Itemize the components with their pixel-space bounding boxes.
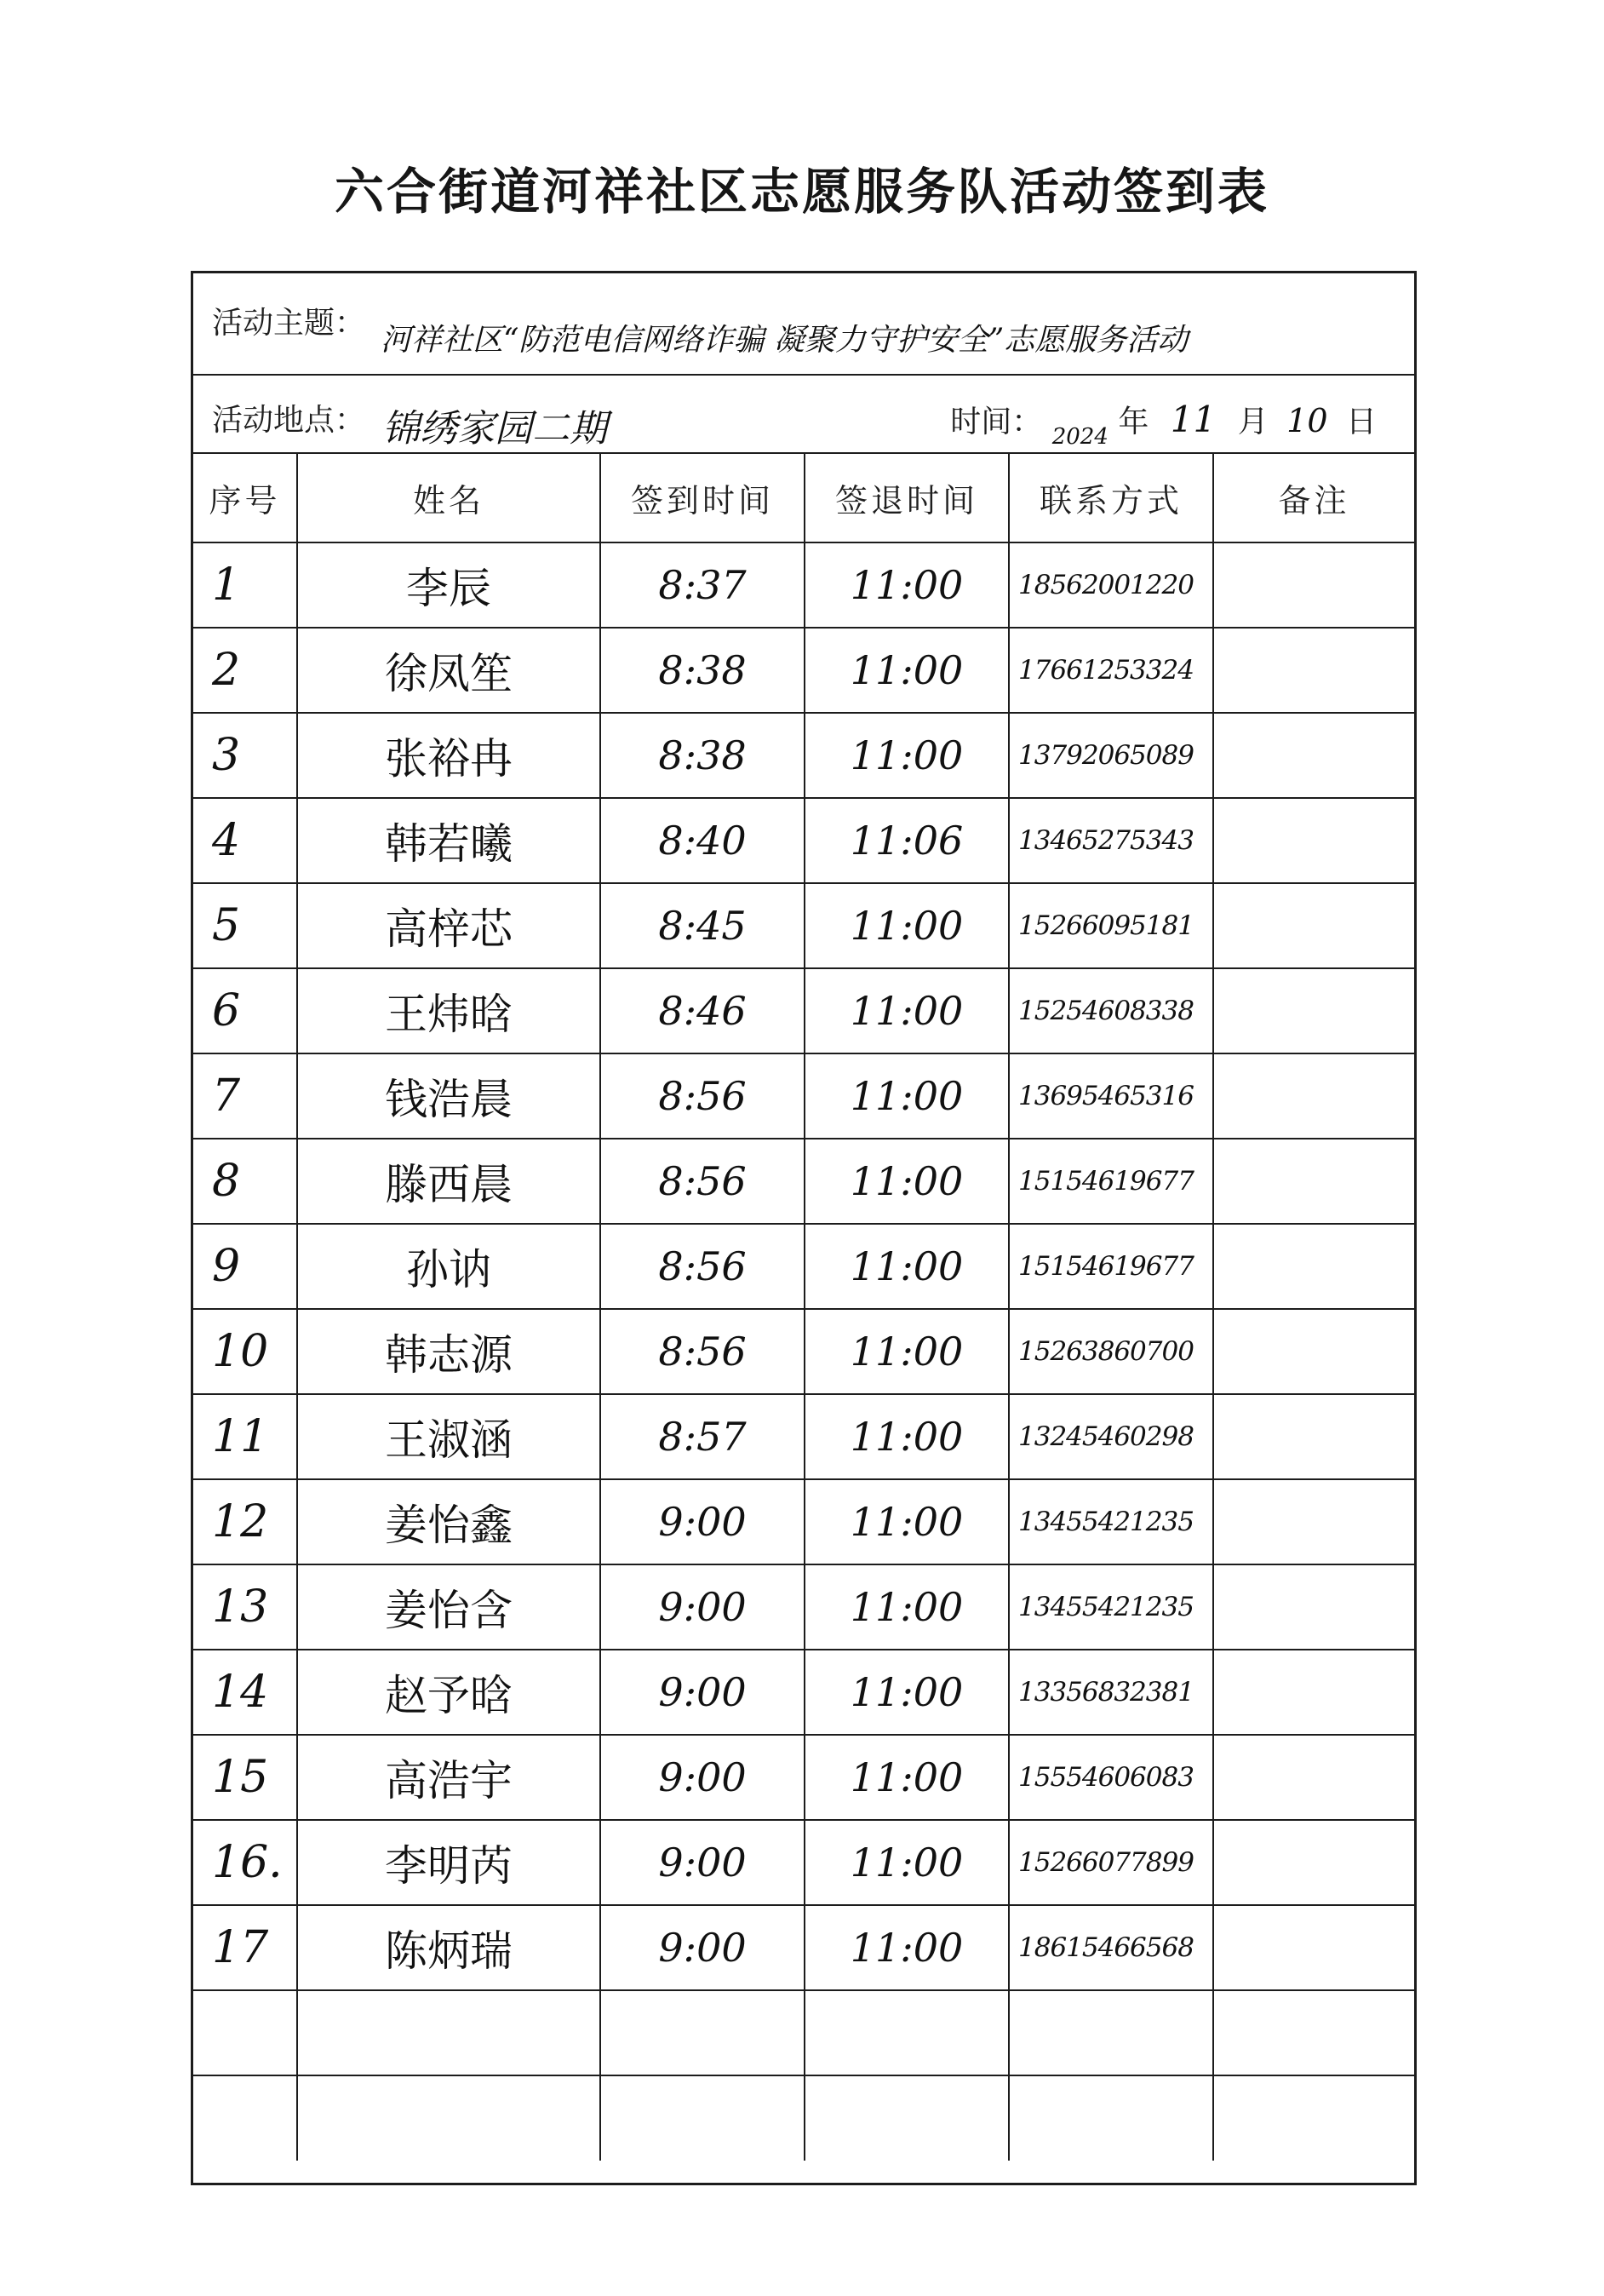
volunteer-name: 姜怡鑫 [297,1479,600,1564]
sign-out-time: 11:00 [805,1309,1009,1394]
remarks [1213,968,1414,1053]
sign-in-table [193,454,1414,2161]
sheet-title: 六合街道河祥社区志愿服务队活动签到表 [334,163,1269,221]
column-header-sign-in-time: 签到时间 [600,454,805,542]
remarks [1213,1139,1414,1224]
activity-location-value: 锦绣家园二期 [382,407,607,451]
table-row [193,1990,1414,2075]
activity-location-label: 活动地点： [212,403,366,438]
remarks [1213,1053,1414,1139]
contact-phone: 15266095181 [1009,883,1213,968]
table-row [193,1650,1414,1735]
contact-phone: 13792065089 [1009,713,1213,798]
column-header-sign-out-time: 签退时间 [805,454,1009,542]
table-row [193,2075,1414,2161]
sign-out-time: 11:00 [805,1394,1009,1479]
sign-in-time: 9:00 [600,1564,805,1650]
sign-out-time: 11:00 [805,713,1009,798]
volunteer-name: 钱浩晨 [297,1053,600,1139]
contact-phone: 18615466568 [1009,1905,1213,1990]
table-row [193,1224,1414,1309]
contact-phone: 15254608338 [1009,968,1213,1053]
sign-in-time: 9:00 [600,1479,805,1564]
volunteer-name: 王淑涵 [297,1394,600,1479]
remarks [1213,713,1414,798]
row-number: 6 [193,968,297,1053]
row-number: 16. [193,1820,297,1905]
remarks [1213,1820,1414,1905]
column-header-number: 序号 [193,454,297,542]
volunteer-name: 王炜晗 [297,968,600,1053]
table-row [193,1564,1414,1650]
contact-phone: 15154619677 [1009,1139,1213,1224]
contact-phone: 15263860700 [1009,1309,1213,1394]
table-row [193,628,1414,713]
sign-out-time: 11:00 [805,1564,1009,1650]
volunteer-name: 高浩宇 [297,1735,600,1820]
remarks [1213,883,1414,968]
activity-time-label: 时间： [950,405,1043,439]
activity-theme-row [193,273,1414,376]
activity-theme-value: 河祥社区“防范电信网络诈骗 凝聚力守护安全”志愿服务活动 [381,323,1189,358]
volunteer-name: 徐凤笙 [297,628,600,713]
volunteer-name: 高梓芯 [297,883,600,968]
contact-phone: 15154619677 [1009,1224,1213,1309]
sign-out-time: 11:00 [805,1735,1009,1820]
activity-theme-label: 活动主题： [212,306,366,341]
sign-in-time: 8:56 [600,1309,805,1394]
volunteer-name: 韩若曦 [297,798,600,883]
remarks [1213,1735,1414,1820]
remarks [1213,1224,1414,1309]
contact-phone: 15266077899 [1009,1820,1213,1905]
remarks [1213,1905,1414,1990]
sign-in-time: 9:00 [600,1820,805,1905]
table-row [193,713,1414,798]
remarks [1213,1479,1414,1564]
sign-in-sheet [191,271,1417,2185]
volunteer-name: 韩志源 [297,1309,600,1394]
table-row [193,1139,1414,1224]
activity-month: 11 [1170,399,1217,440]
volunteer-name: 姜怡含 [297,1564,600,1650]
volunteer-name: 滕西晨 [297,1139,600,1224]
row-number: 7 [193,1053,297,1139]
sign-in-time: 8:37 [600,542,805,628]
row-number: 13 [193,1564,297,1650]
remarks [1213,542,1414,628]
table-row [193,1735,1414,1820]
sign-out-time: 11:00 [805,968,1009,1053]
row-number: 5 [193,883,297,968]
sign-in-time: 8:46 [600,968,805,1053]
sign-in-time: 9:00 [600,1735,805,1820]
row-number: 2 [193,628,297,713]
table-row [193,968,1414,1053]
row-number: 1 [193,542,297,628]
sign-in-time: 9:00 [600,1650,805,1735]
contact-phone [1009,1990,1213,2075]
table-row [193,1479,1414,1564]
row-number: 12 [193,1479,297,1564]
row-number [193,2075,297,2161]
activity-day: 10 [1286,402,1328,439]
row-number [193,1990,297,2075]
sign-out-time: 11:00 [805,1224,1009,1309]
sign-in-time: 8:40 [600,798,805,883]
sign-in-time: 9:00 [600,1905,805,1990]
table-row [193,798,1414,883]
row-number: 9 [193,1224,297,1309]
volunteer-name: 赵予晗 [297,1650,600,1735]
remarks [1213,1394,1414,1479]
volunteer-name [297,2075,600,2161]
contact-phone: 13245460298 [1009,1394,1213,1479]
remarks [1213,1564,1414,1650]
table-row [193,883,1414,968]
volunteer-name: 陈炳瑞 [297,1905,600,1990]
sign-in-time: 8:38 [600,628,805,713]
sign-out-time: 11:00 [805,1650,1009,1735]
sign-in-time [600,2075,805,2161]
contact-phone: 15554606083 [1009,1735,1213,1820]
day-unit-label: 日 [1345,405,1377,439]
contact-phone: 13465275343 [1009,798,1213,883]
remarks [1213,1650,1414,1735]
sign-in-time [600,1990,805,2075]
sign-out-time: 11:00 [805,1479,1009,1564]
row-number: 11 [193,1394,297,1479]
activity-year: 2024 [1051,424,1108,450]
sign-in-time: 8:56 [600,1224,805,1309]
contact-phone [1009,2075,1213,2161]
volunteer-name: 张裕冉 [297,713,600,798]
volunteer-name: 李辰 [297,542,600,628]
sign-out-time [805,2075,1009,2161]
activity-location-row [193,376,1414,454]
row-number: 4 [193,798,297,883]
row-number: 8 [193,1139,297,1224]
sign-out-time [805,1990,1009,2075]
sign-in-time: 8:56 [600,1139,805,1224]
sign-out-time: 11:00 [805,628,1009,713]
contact-phone: 13695465316 [1009,1053,1213,1139]
sign-in-time: 8:45 [600,883,805,968]
table-row [193,1309,1414,1394]
table-row [193,1820,1414,1905]
sign-in-time: 8:57 [600,1394,805,1479]
sign-out-time: 11:00 [805,1139,1009,1224]
row-number: 10 [193,1309,297,1394]
table-row [193,1053,1414,1139]
contact-phone: 13455421235 [1009,1479,1213,1564]
contact-phone: 13455421235 [1009,1564,1213,1650]
sign-out-time: 11:00 [805,1820,1009,1905]
sign-out-time: 11:00 [805,542,1009,628]
remarks [1213,1309,1414,1394]
sign-out-time: 11:00 [805,883,1009,968]
remarks [1213,798,1414,883]
row-number: 14 [193,1650,297,1735]
table-row [193,1394,1414,1479]
column-header-contact: 联系方式 [1009,454,1213,542]
row-number: 17 [193,1905,297,1990]
sign-out-time: 11:00 [805,1905,1009,1990]
table-header-row [193,454,1414,542]
sign-out-time: 11:06 [805,798,1009,883]
sign-in-time: 8:56 [600,1053,805,1139]
volunteer-name [297,1990,600,2075]
remarks [1213,2075,1414,2161]
table-row [193,542,1414,628]
activity-date [950,398,1377,450]
year-unit-label: 年 [1118,405,1149,439]
row-number: 15 [193,1735,297,1820]
remarks [1213,628,1414,713]
volunteer-name: 李明芮 [297,1820,600,1905]
row-number: 3 [193,713,297,798]
month-unit-label: 月 [1237,405,1269,439]
volunteer-name: 孙讷 [297,1224,600,1309]
contact-phone: 13356832381 [1009,1650,1213,1735]
contact-phone: 18562001220 [1009,542,1213,628]
sign-in-time: 8:38 [600,713,805,798]
contact-phone: 17661253324 [1009,628,1213,713]
sign-out-time: 11:00 [805,1053,1009,1139]
remarks [1213,1990,1414,2075]
column-header-name: 姓名 [297,454,600,542]
column-header-remarks: 备注 [1213,454,1414,542]
table-row [193,1905,1414,1990]
